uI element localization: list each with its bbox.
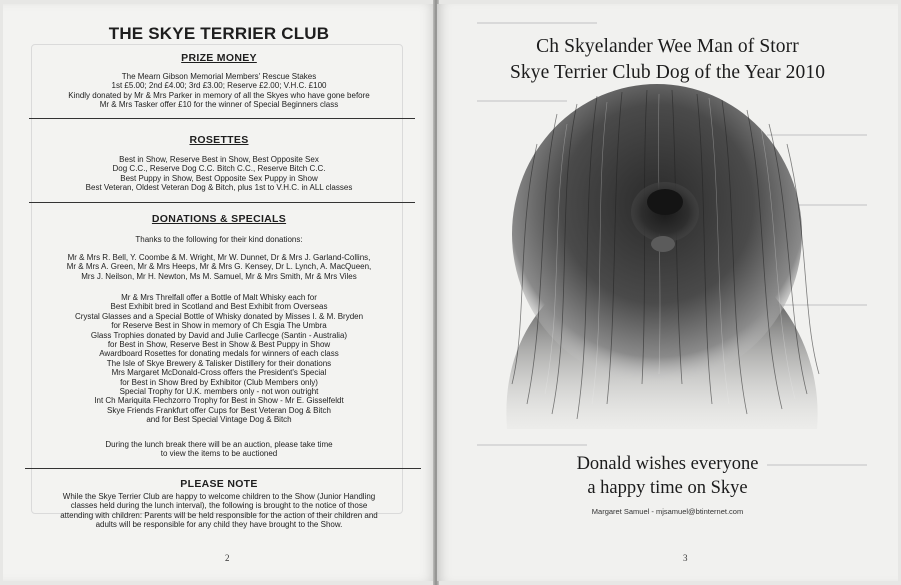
dog-name-headline: Ch Skyelander Wee Man of Storr [536, 36, 799, 57]
rosettes-heading: ROSETTES [189, 134, 249, 146]
text-line: Mrs Margaret McDonald-Cross offers the President's Special [111, 368, 327, 378]
prize-money-text [11, 72, 427, 110]
text-line: Crystal Glasses and a Special Bottle of Whisky donated by Misses I. & M. Bryden [74, 311, 364, 321]
prize-money-heading: PRIZE MONEY [181, 52, 257, 64]
text-line: Mr & Mrs Threlfall offer a Bottle of Malt Whisky each for [121, 293, 317, 302]
text-line: adults will be responsible for any child they have brought to the Show. [95, 520, 343, 530]
auction-note [11, 440, 427, 459]
text-line: and for Best Special Vintage Dog & Bitch [146, 415, 292, 425]
text-line: Best Veteran, Oldest Veteran Dog & Bitch, plus 1st to V.H.C. in ALL classes [85, 183, 353, 193]
text-line: Best in Show, Reserve Best in Show, Best Opposite Sex [119, 155, 319, 164]
section-divider [29, 118, 415, 119]
club-title: THE SKYE TERRIER CLUB [108, 24, 330, 43]
text-line: Special Trophy for U.K. members only - not won outright [119, 387, 319, 397]
skye-terrier-illustration [497, 84, 827, 429]
section-divider [29, 202, 415, 203]
dog-portrait [497, 84, 827, 429]
section-divider [25, 468, 421, 469]
page-number-left: 2 [225, 553, 230, 563]
caption-line-1: Donald wishes everyone [576, 454, 759, 474]
bleed-through-line [477, 444, 587, 446]
text-line: Best Exhibit bred in Scotland and Best Exhibit from Overseas [110, 302, 328, 312]
text-line: Mr & Mrs A. Green, Mr & Mrs Heeps, Mr & Mrs G. Kensey, Dr L. Lynch, A. MacQueen, [66, 262, 372, 272]
text-line: The Mearn Gibson Memorial Members' Rescue Stakes [121, 72, 317, 81]
text-line: classes held during the lunch interval), the following is brought to the notice of those [70, 501, 368, 511]
text-line: Mr & Mrs Tasker offer £10 for the winner of Special Beginners class [99, 100, 339, 110]
text-line: Glass Trophies donated by David and Julie Carllecge (Santin - Australia) [90, 330, 348, 340]
text-line: Mr & Mrs R. Bell, Y. Coombe & M. Wright, Mr W. Dunnet, Dr & Mrs J. Garland-Collins, [67, 253, 371, 262]
please-note-heading: PLEASE NOTE [180, 478, 258, 490]
caption-line-2: a happy time on Skye [587, 478, 748, 498]
text-line: While the Skye Terrier Club are happy to welcome children to the Show (Junior Handling [62, 492, 376, 501]
bleed-through-line [477, 22, 597, 24]
text-line: for Best in Show, Reserve Best in Show & Best Puppy in Show [107, 340, 331, 350]
text-line: to view the items to be auctioned [160, 449, 278, 459]
text-line: Kindly donated by Mr & Mrs Parker in memory of all the Skyes who have gone before [68, 90, 370, 100]
donations-heading: DONATIONS & SPECIALS [151, 213, 287, 225]
donors-list [11, 253, 427, 281]
text-line: The Isle of Skye Brewery & Talisker Distillery for their donations [106, 358, 332, 368]
donations-intro: Thanks to the following for their kind donations: [135, 235, 303, 244]
award-headline: Skye Terrier Club Dog of the Year 2010 [509, 62, 826, 83]
photo-credit: Margaret Samuel - mjsamuel@btinternet.com [591, 507, 744, 516]
text-line: During the lunch break there will be an auction, please take time [105, 440, 333, 449]
page-right [437, 4, 898, 581]
please-note-text [7, 492, 431, 530]
text-line: Dog C.C., Reserve Dog C.C. Bitch C.C., Reserve Bitch C.C. [112, 164, 326, 174]
text-line: attending with children: Parents will be held responsible for the action of their children and [60, 510, 378, 520]
text-line: Awardboard Rosettes for donating medals for winners of each class [99, 349, 339, 359]
page-left [3, 4, 435, 581]
text-line: for Reserve Best in Show in memory of Ch Esgia The Umbra [111, 321, 327, 331]
rosettes-text [11, 155, 427, 193]
text-line: Mrs J. Neilson, Mr H. Newton, Ms M. Samuel, Mr & Mrs Smith, Mr & Mrs Viles [81, 271, 357, 281]
text-line: Best Puppy in Show, Best Opposite Sex Puppy in Show [120, 173, 318, 183]
page-number-right: 3 [683, 553, 688, 563]
text-line: for Best in Show Bred by Exhibitor (Club Members only) [120, 377, 318, 387]
text-line: 1st £5.00; 2nd £4.00; 3rd £3.00; Reserve £2.00; V.H.C. £100 [111, 81, 327, 91]
specials-list [11, 293, 427, 425]
text-line: Int Ch Mariquita Flechzorro Trophy for Best in Show - Mr E. Gisselfeldt [94, 396, 344, 406]
text-line: Skye Friends Frankfurt offer Cups for Best Veteran Dog & Bitch [107, 405, 331, 415]
